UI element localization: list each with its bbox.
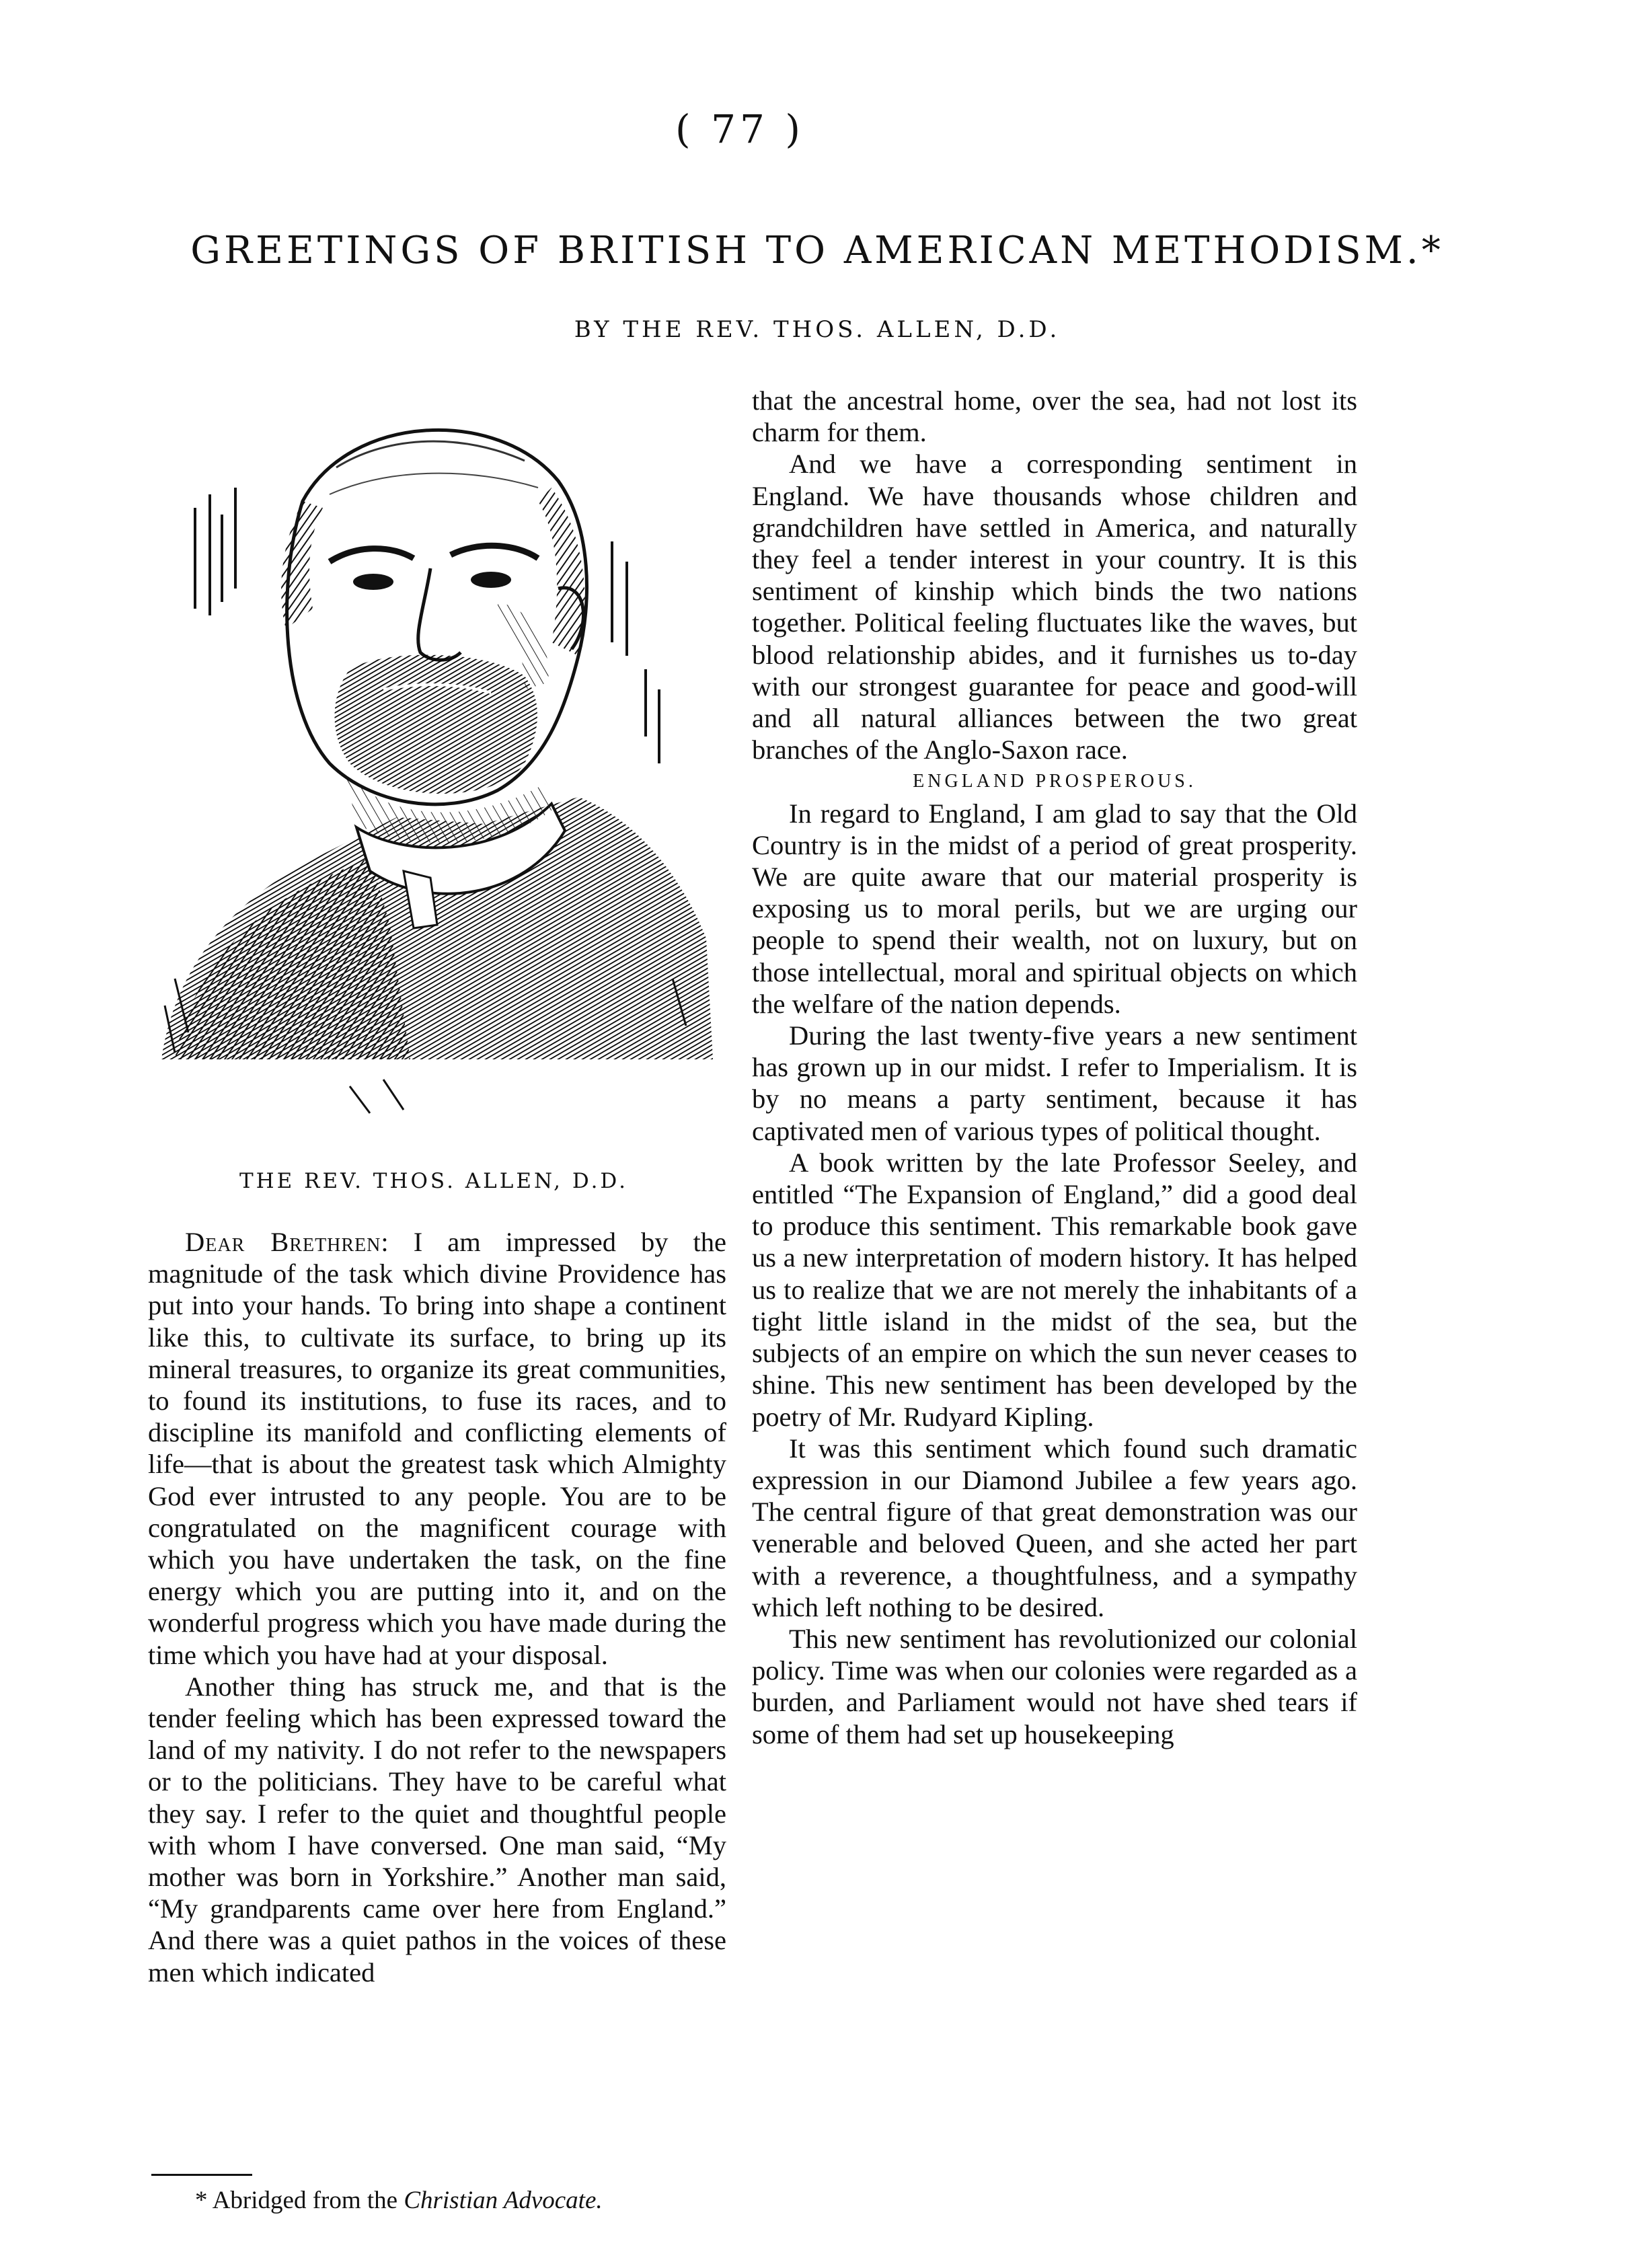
paragraph: This new sentiment has revolutionized our colonial policy. Time was when our colonies were regarded as a burden, and Parliament would not have shed tears if some of them had set up housekeeping — [752, 1623, 1357, 1749]
portrait-engraving — [148, 387, 720, 1127]
paragraph — [148, 1226, 726, 1671]
salutation: Dear Brethren — [185, 1227, 381, 1257]
paragraph: Another thing has struck me, and that is the tender feeling which has been expressed toward the land of my nativity. I do not refer to the newspapers or to the politicians. They have to be careful what they say. I refer to the quiet and thoughtful people with whom I have conversed. One man said, “My mother was born in Yorkshire.” Another man said, “My grandparents came over here from England.” And there was a quiet pathos in the voices of these men which indicated — [148, 1671, 726, 1988]
paragraph: It was this sentiment which found such dramatic expression in our Diamond Jubilee a few years ago. The central figure of that great demonstration was our venerable and beloved Queen, and she acted her part with a reverence, a thoughtfulness, and a sympathy which left nothing to be desired. — [752, 1433, 1357, 1622]
footnote-prefix: * Abridged from the — [195, 2187, 404, 2214]
paragraph: During the last twenty-five years a new sentiment has grown up in our midst. I refer to Imperialism. It is by no means a party sentiment, because it has captivated men of various types of political thought. — [752, 1020, 1357, 1146]
footnote-source: Christian Advocate. — [404, 2187, 603, 2214]
footnote-rule — [151, 2174, 252, 2176]
footnote — [195, 2186, 733, 2215]
article-title: GREETINGS OF BRITISH TO AMERICAN METHODISM.* — [190, 229, 1444, 272]
paragraph-text: : I am impressed by the magnitude of the task which divine Providence has put into your hands. To bring into shape a continent like this, to cultivate its surface, to bring up its mineral treasures, to organize its great communities, to found its institutions, to fuse its races, and to discipline its manifold and conflicting elements of life—that is about the greatest task which Almighty God ever intrusted to any people. You are to be congratulated on the magnificent courage with which you have undertaken the task, on the fine energy which you are putting into it, and on the wonderful progress which you have made during the time which you have had at your disposal. — [148, 1227, 726, 1670]
paragraph: In regard to England, I am glad to say that the Old Country is in the midst of a period of great prosperity. We are quite aware that our material prosperity is exposing us to moral perils, but we are urging our people to spend their wealth, not on luxury, but on those intellectual, moral and spiritual objects on which the welfare of the nation depends. — [752, 798, 1357, 1019]
paragraph: And we have a corresponding sentiment in England. We have thousands whose children and grandchildren have settled in America, and naturally they feel a tender interest in your country. It is this sentiment of kinship which binds the two nations together. Political feeling fluctuates like the waves, but blood relationship abides, and it furnishes us to-day with our strongest guarantee for peace and good-will and all natural alliances between the two great branches of the Anglo-Saxon race. — [752, 449, 1357, 765]
paragraph: A book written by the late Professor Seeley, and entitled “The Expansion of England,” did a good deal to produce this sentiment. This remarkable book gave us a new interpretation of modern history. It has helped us to realize that we are not merely the inhabitants of a tight little island in the midst of the sea, but the subjects of an empire on which the sun never ceases to shine. This new sentiment has been developed by the poetry of Mr. Rudyard Kipling. — [752, 1147, 1357, 1432]
portrait-caption: THE REV. THOS. ALLEN, D.D. — [239, 1169, 629, 1193]
paragraph: that the ancestral home, over the sea, had not lost its charm for them. — [752, 385, 1357, 448]
left-column — [148, 1226, 726, 1988]
section-heading: ENGLAND PROSPEROUS. — [913, 771, 1196, 792]
page-number: ( 77 ) — [675, 106, 804, 152]
right-column — [752, 385, 1357, 1750]
byline: BY THE REV. THOS. ALLEN, D.D. — [574, 316, 1061, 343]
